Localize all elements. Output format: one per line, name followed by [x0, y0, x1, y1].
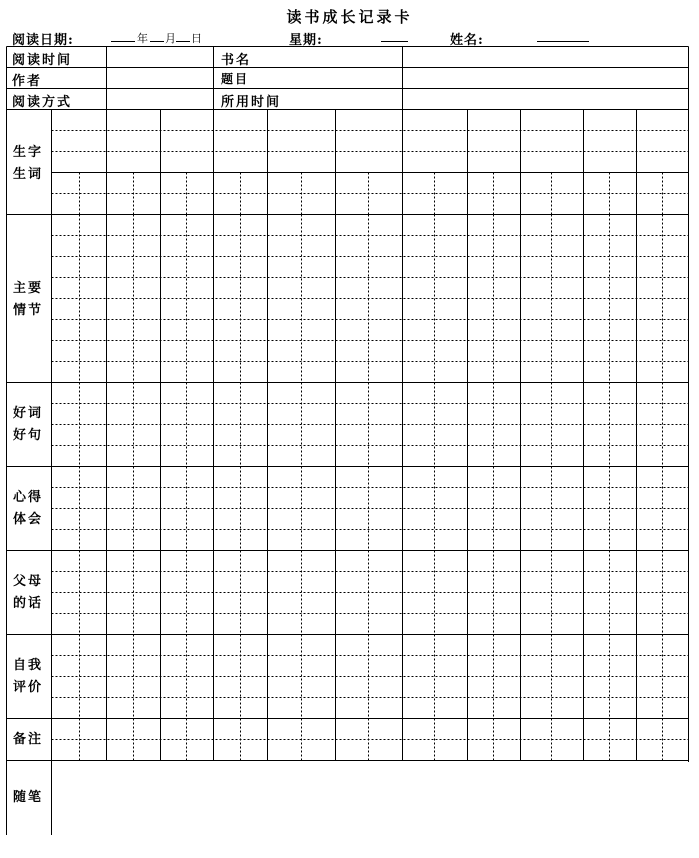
subject-label: 题目	[221, 72, 250, 86]
book-name-label: 书名	[221, 53, 252, 68]
notes-label	[6, 729, 50, 751]
parents-line-2: 的话	[12, 596, 43, 611]
plot-line-1: 主要	[12, 281, 43, 296]
card-title: 读书成长记录卡	[286, 8, 413, 26]
good-sentences-label	[6, 403, 50, 447]
insights-line-2: 体会	[12, 512, 43, 527]
self-eval-line-2: 评价	[12, 680, 43, 695]
name-label: 姓名:	[450, 33, 484, 48]
month-label: 月	[165, 32, 176, 45]
read-time-label: 阅读时间	[12, 53, 73, 68]
essay-line-1: 随笔	[12, 790, 43, 805]
reading-date-label: 阅读日期:	[12, 33, 74, 48]
author-label: 作者	[12, 74, 43, 89]
essay-label	[6, 787, 50, 809]
day-label: 日	[191, 32, 202, 45]
new-words-line-2: 生词	[12, 167, 43, 182]
weekday-label: 星期:	[289, 33, 323, 48]
self-eval-line-1: 自我	[12, 658, 43, 673]
self-eval-label	[6, 655, 50, 699]
new-words-label	[6, 142, 50, 186]
notes-line-1: 备注	[12, 732, 43, 747]
parents-line-1: 父母	[12, 574, 43, 589]
plot-line-2: 情节	[12, 303, 43, 318]
time-used-label: 所用时间	[221, 95, 282, 110]
new-words-line-1: 生字	[12, 145, 43, 160]
insights-line-1: 心得	[12, 490, 43, 505]
good-sentences-line-2: 好句	[12, 428, 43, 443]
good-sentences-line-1: 好词	[12, 406, 43, 421]
insights-label	[6, 487, 50, 531]
parents-words-label	[6, 571, 50, 615]
plot-label	[6, 278, 50, 322]
year-label: 年	[137, 32, 148, 45]
read-method-label: 阅读方式	[12, 95, 73, 110]
